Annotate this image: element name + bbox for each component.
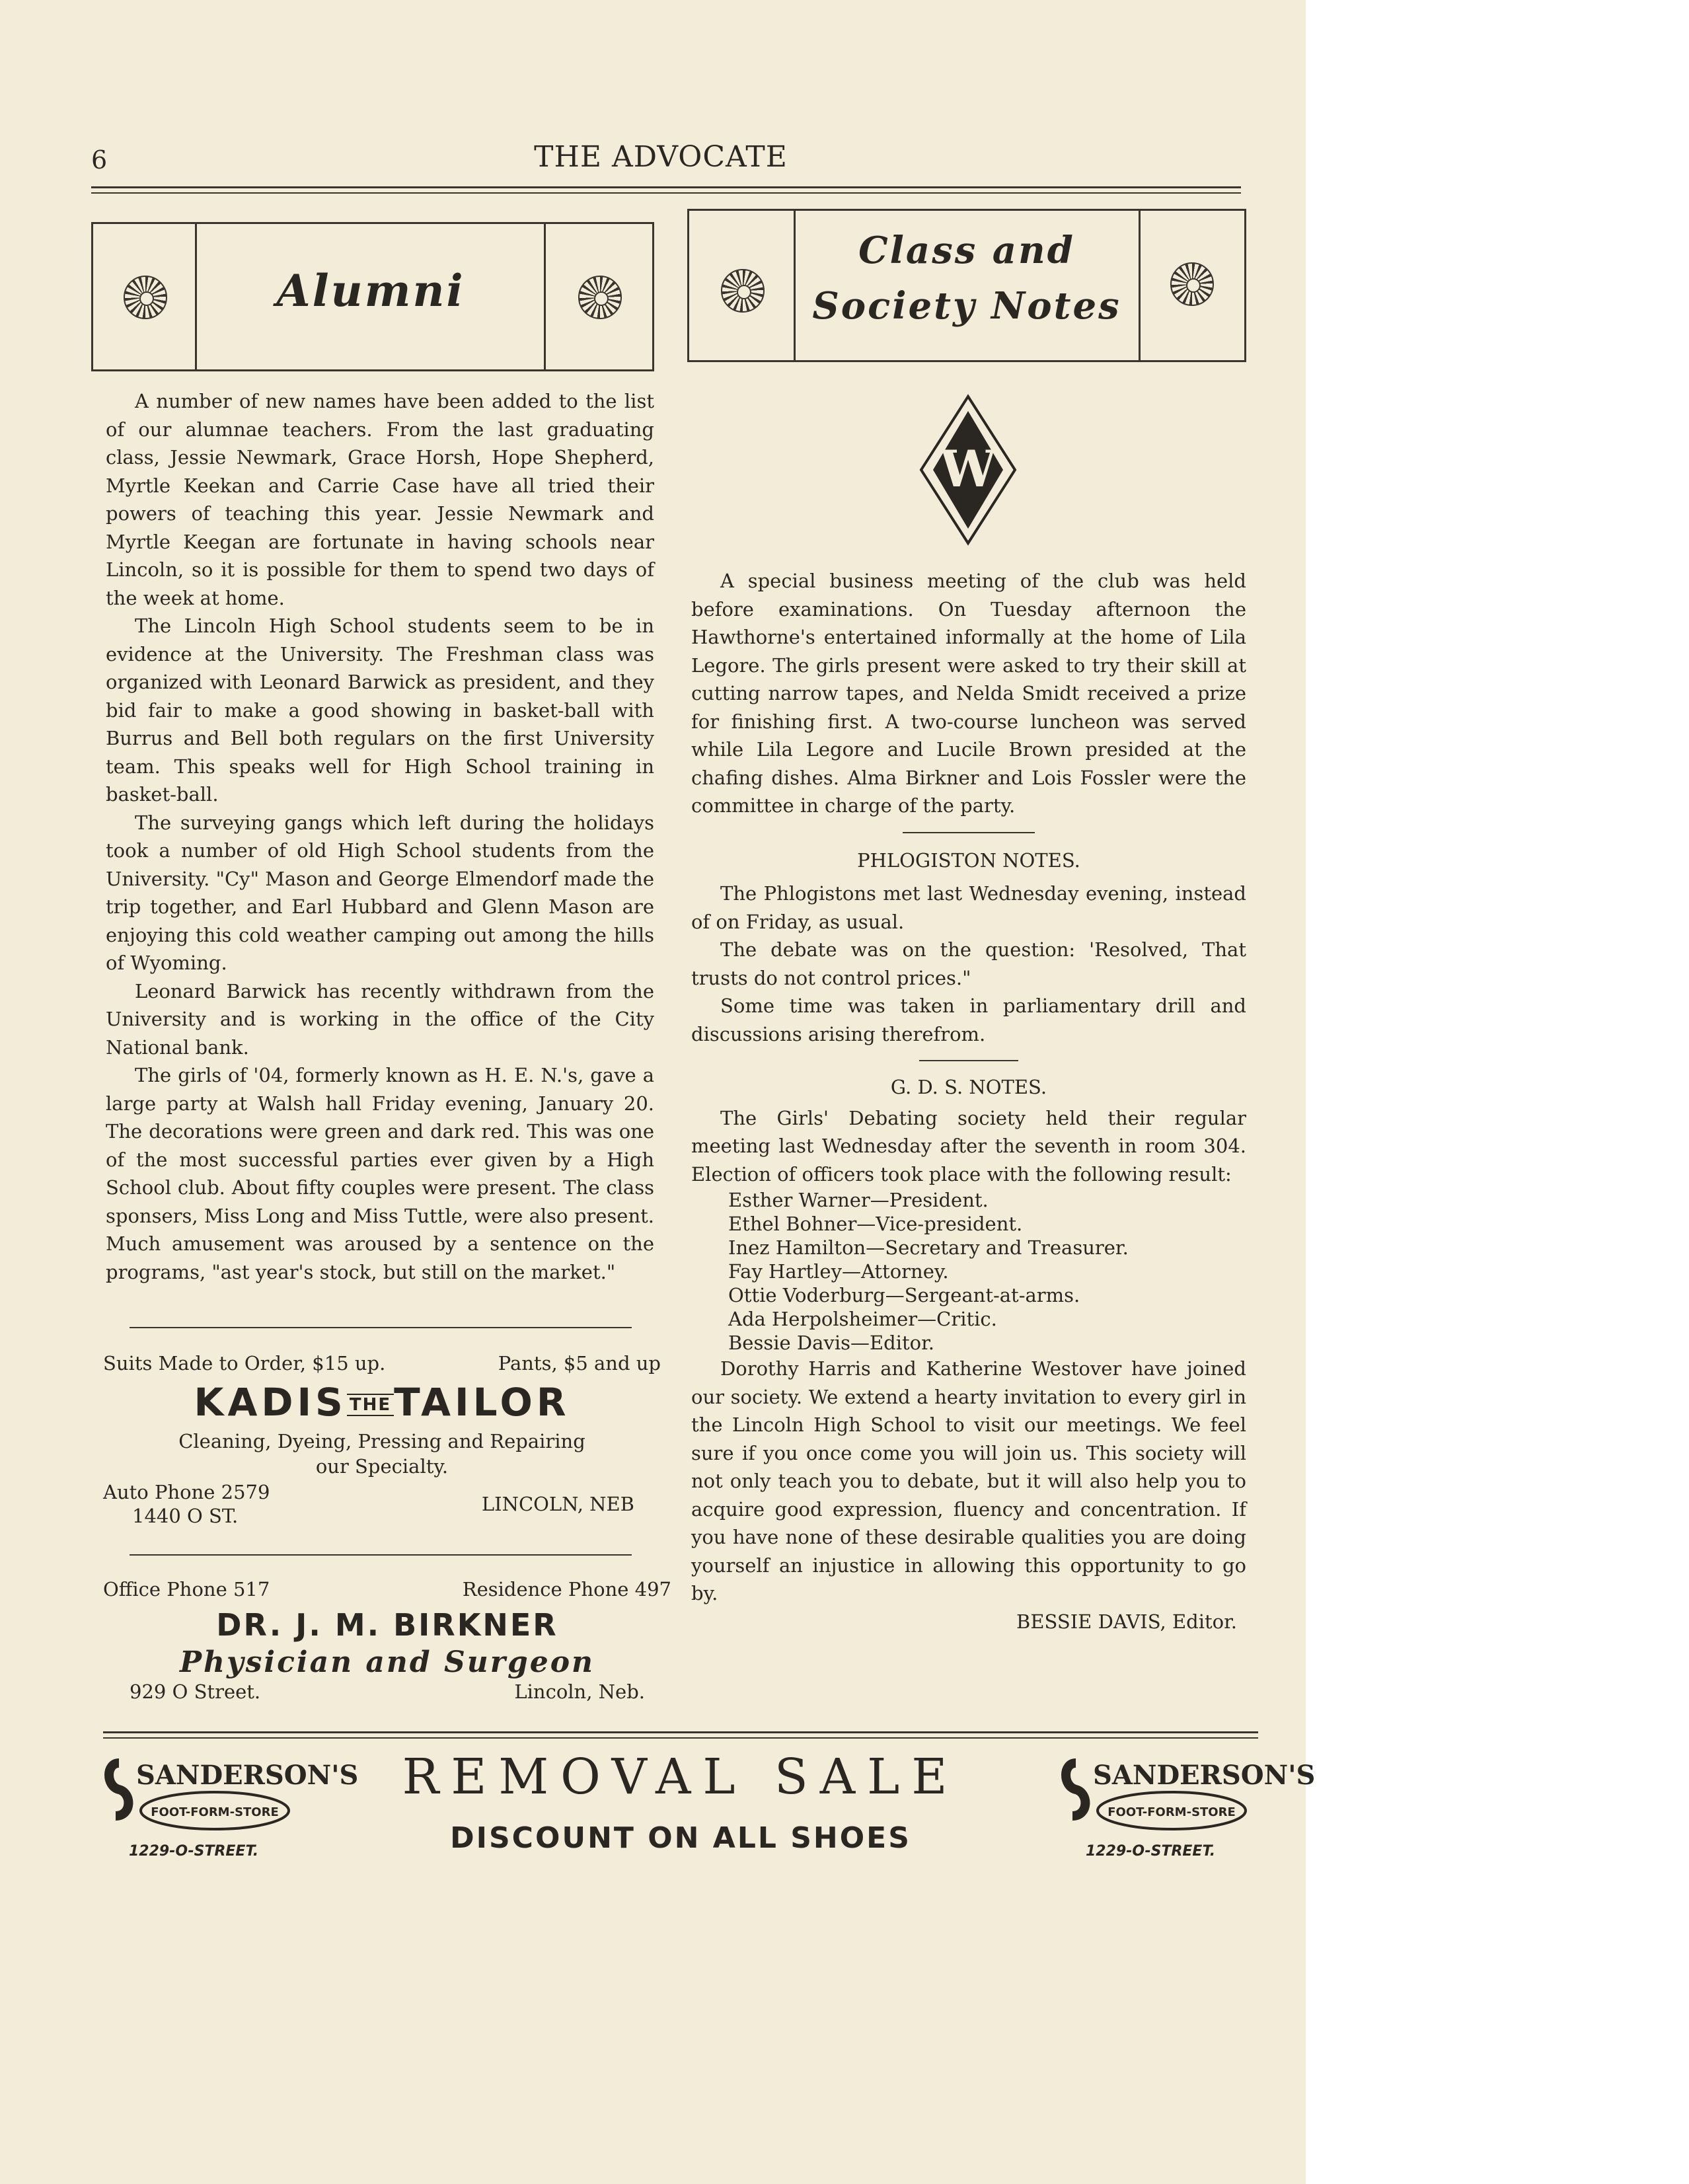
logo-tag: FOOT-FORM-STORE xyxy=(151,1805,279,1819)
officer-item: Bessie Davis—Editor. xyxy=(728,1332,934,1354)
ad-separator xyxy=(130,1554,632,1556)
box-divider xyxy=(544,224,546,369)
alumni-paragraph: The surveying gangs which left during the holidays took a number of old High School students from the University. "Cy" Mason and George Elmendorf made the trip together, and Earl Hubbard and Glenn Mason are enjoying this cold weather camping out among the hills of Wyoming. xyxy=(106,811,654,974)
officer-item: Ethel Bohner—Vice-president. xyxy=(728,1213,1023,1235)
society-heading xyxy=(795,223,1139,334)
birkner-location xyxy=(103,1680,671,1703)
sanderson-logo-right xyxy=(1056,1750,1316,1869)
gds-title: G. D. S. NOTES. xyxy=(890,1076,1047,1098)
flower-ornament-icon xyxy=(124,276,167,319)
logo-name: SANDERSON'S xyxy=(136,1760,359,1791)
sanderson-logo-icon xyxy=(1056,1750,1316,1869)
officer-item: Esther Warner—President. xyxy=(728,1189,989,1211)
birkner-residence-phone: Residence Phone 497 xyxy=(462,1578,671,1600)
header-rule xyxy=(91,186,1241,194)
logo-address: 1229-O-STREET. xyxy=(129,1843,259,1860)
birkner-address: 929 O Street. xyxy=(130,1680,261,1703)
logo-address: 1229-O-STREET. xyxy=(1086,1843,1216,1860)
club-emblem xyxy=(919,394,1018,546)
kadis-pants-price: Pants, $5 and up xyxy=(498,1352,661,1374)
kadis-services-line2: our Specialty. xyxy=(315,1455,449,1478)
kadis-city: LINCOLN, NEB xyxy=(481,1493,634,1515)
society-heading-line2: Society Notes xyxy=(812,284,1121,328)
kadis-services-line1: Cleaning, Dyeing, Pressing and Repairing xyxy=(178,1430,585,1452)
gds-closing: Dorothy Harris and Katherine Westover have joined our society. We extend a hearty invitation to every girl in the Lincoln High School to visit our meetings. We feel sure if you once come you will join us. This society will not only teach you to debate, but it will also help you to acquire good expression, fluency and concentration. If you have none of these desirable qualities you are doing yourself an injustice in allowing this opportunity to go by. xyxy=(691,1357,1246,1604)
section-separator xyxy=(919,1060,1018,1061)
society-intro: A special business meeting of the club was held before examinations. On Tuesday afternoon the Hawthorne's entertained informally at the home of Lila Legore. The girls present were asked to try their skill at cutting narrow tapes, and Nelda Smidt received a prize for finishing first. A two-course luncheon was served while Lila Legore and Lucile Brown presided at the chafing dishes. Alma Birkner and Lois Fossler were the committee in charge of the party. xyxy=(691,570,1246,817)
phlogiston-paragraph: The Phlogistons met last Wednesday evening, instead of on Friday, as usual. xyxy=(691,882,1246,933)
alumni-paragraph: The girls of '04, formerly known as H. E. N.'s, gave a large party at Walsh hall Friday evening, January 20. The decorations were green and dark red. This was one of the most successful parties ever given by a High School club. About fifty couples were present. The class sponsers, Miss Long and Miss Tuttle, were also present. Much amusement was aroused by a sentence on the programs, "ast year's stock, but still on the market." xyxy=(106,1064,654,1283)
officer-item: Ottie Voderburg—Sergeant-at-arms. xyxy=(728,1284,1080,1306)
sanderson-logo-icon xyxy=(99,1750,359,1869)
kadis-suits-price: Suits Made to Order, $15 up. xyxy=(103,1352,386,1374)
phlogiston-title: PHLOGISTON NOTES. xyxy=(857,848,1080,872)
flower-ornament-icon xyxy=(1170,262,1214,306)
society-signature: BESSIE DAVIS, Editor. xyxy=(1016,1610,1237,1633)
kadis-name-left: KADIS xyxy=(194,1380,347,1425)
removal-sale-headline: REMOVAL SALE xyxy=(402,1749,959,1805)
officer-item: Ada Herpolsheimer—Critic. xyxy=(728,1308,997,1330)
alumni-paragraph: The Lincoln High School students seem to be in evidence at the University. The Freshman class was organized with Leonard Barwick as president, and they bid fair to make a good showing in basket-ball with Burrus and Bell both regulars on the first University team. This speaks well for High School training in basket-ball. xyxy=(106,615,654,806)
birkner-ad xyxy=(103,1578,671,1703)
publication-title: THE ADVOCATE xyxy=(534,140,788,174)
flower-ornament-icon xyxy=(578,276,622,319)
alumni-heading: Alumni xyxy=(276,265,465,317)
kadis-phone: Auto Phone 2579 xyxy=(103,1481,270,1503)
society-heading-line1: Class and xyxy=(858,229,1075,272)
society-heading-box xyxy=(687,209,1246,362)
sanderson-logo-left xyxy=(99,1750,359,1869)
kadis-phone-address xyxy=(103,1480,270,1528)
ad-separator xyxy=(130,1327,632,1328)
box-divider xyxy=(195,224,197,369)
logo-tag: FOOT-FORM-STORE xyxy=(1107,1805,1236,1819)
page-number: 6 xyxy=(91,145,108,174)
alumni-paragraph: Leonard Barwick has recently withdrawn from the University and is working in the office of the City National bank. xyxy=(106,979,654,1059)
alumni-column xyxy=(106,387,654,1286)
emblem-letter: W xyxy=(940,439,996,498)
gds-intro: The Girls' Debating society held their regular meeting last Wednesday after the seventh in room 304. Election of officers took place with the following result: xyxy=(691,1106,1246,1186)
kadis-contact xyxy=(103,1480,661,1528)
birkner-name: DR. J. M. BIRKNER xyxy=(216,1607,558,1643)
phlogiston-paragraph: The debate was on the question: 'Resolved, That trusts do not control prices." xyxy=(691,938,1246,989)
officer-item: Inez Hamilton—Secretary and Treasurer. xyxy=(728,1236,1129,1259)
box-divider xyxy=(1139,211,1141,360)
kadis-prices xyxy=(103,1352,661,1374)
kadis-name-right: TAILOR xyxy=(394,1380,570,1425)
diamond-emblem-icon xyxy=(919,394,1018,546)
birkner-office-phone: Office Phone 517 xyxy=(103,1578,270,1600)
discount-subline: DISCOUNT ON ALL SHOES xyxy=(450,1821,911,1855)
kadis-address: 1440 O ST. xyxy=(132,1505,239,1527)
kadis-name xyxy=(103,1380,661,1425)
section-separator xyxy=(903,832,1035,833)
phlogiston-paragraph: Some time was taken in parliamentary drill and discussions arising therefrom. xyxy=(691,995,1246,1045)
kadis-name-the: THE xyxy=(347,1394,394,1416)
kadis-services xyxy=(103,1429,661,1479)
banner-rule xyxy=(103,1731,1258,1739)
birkner-title: Physician and Surgeon xyxy=(179,1645,595,1679)
logo-name: SANDERSON'S xyxy=(1093,1760,1316,1791)
society-column xyxy=(691,567,1246,1636)
birkner-phones xyxy=(103,1578,671,1600)
birkner-city: Lincoln, Neb. xyxy=(514,1680,645,1703)
officer-item: Fay Hartley—Attorney. xyxy=(728,1260,949,1283)
flower-ornament-icon xyxy=(721,269,765,313)
officer-list xyxy=(691,1188,1246,1355)
kadis-ad xyxy=(103,1352,661,1528)
alumni-paragraph: A number of new names have been added to the list of our alumnae teachers. From the last graduating class, Jessie Newmark, Grace Horsh, Hope Shepherd, Myrtle Keekan and Carrie Case have all tried their powers of teaching this year. Jessie Newmark and Myrtle Keegan are fortunate in having schools near Lincoln, so it is possible for them to spend two days of the week at home. xyxy=(106,390,654,609)
alumni-heading-box xyxy=(91,222,654,371)
